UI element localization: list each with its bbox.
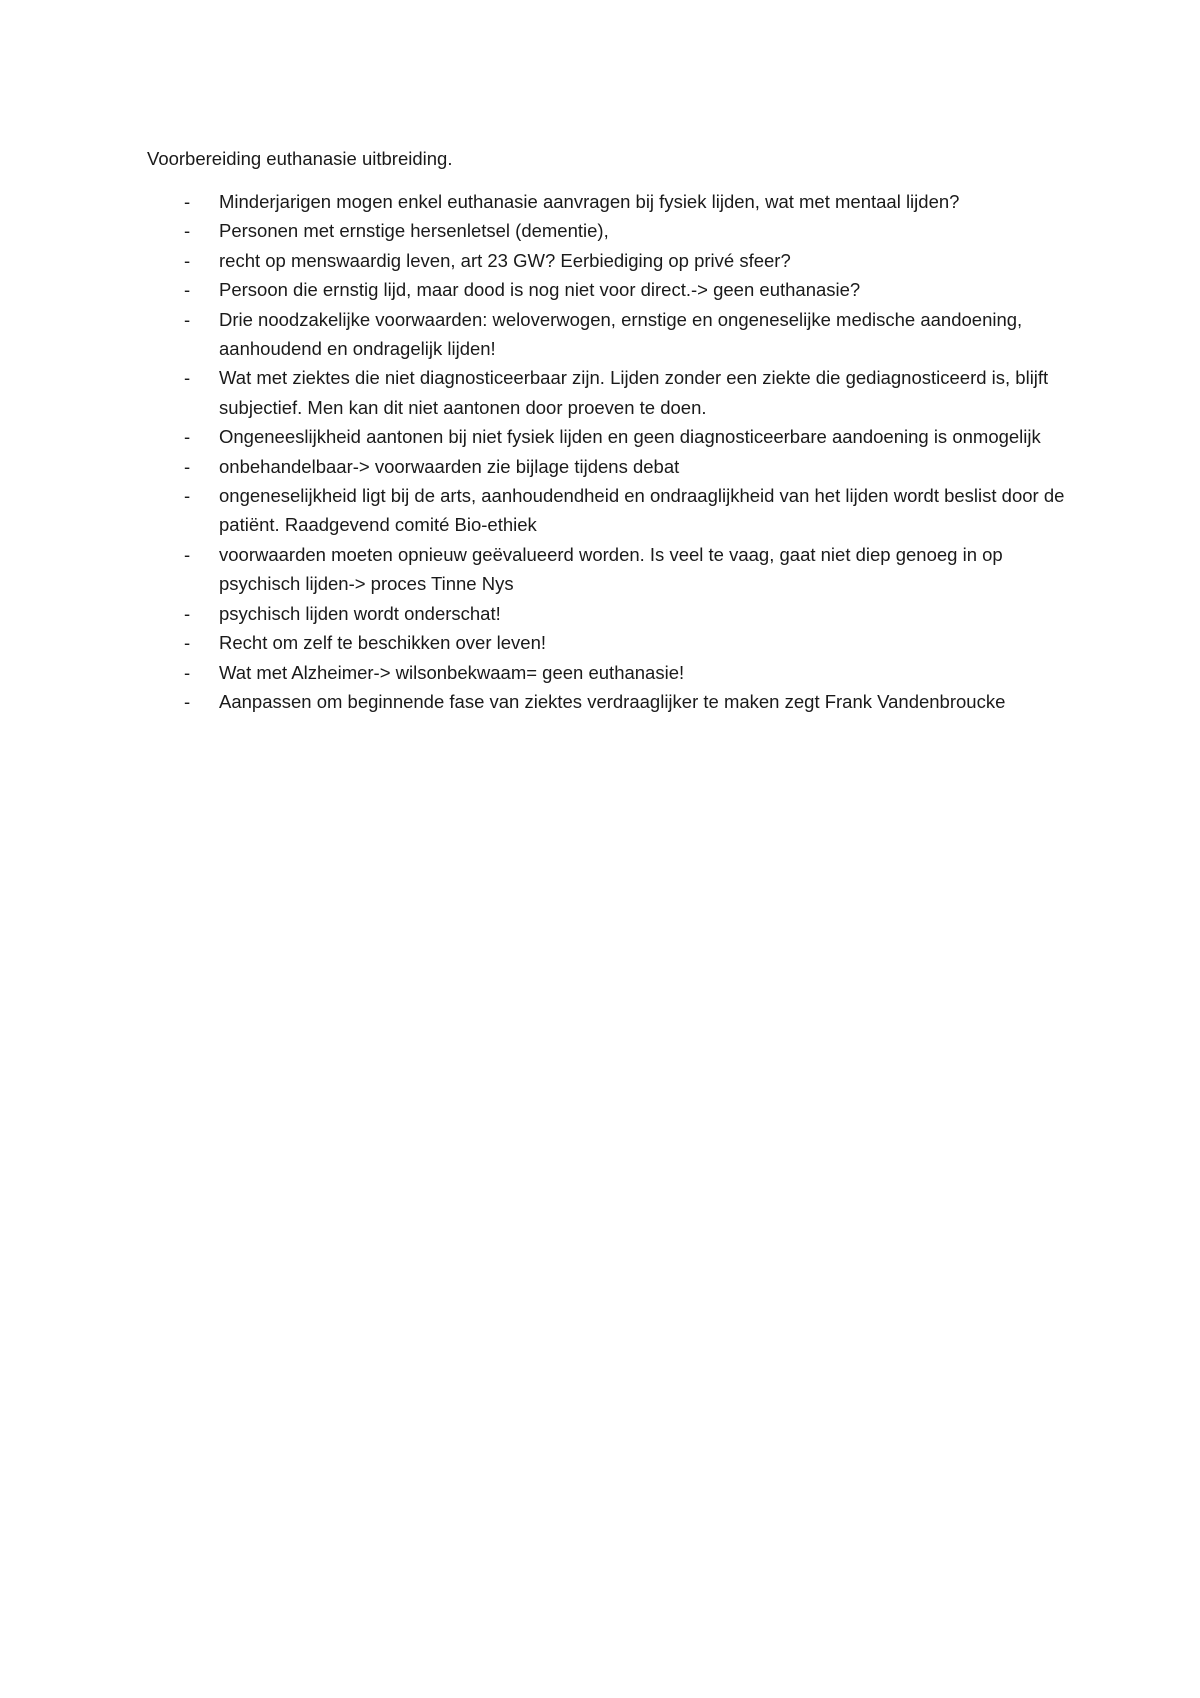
list-item [147, 452, 1077, 481]
list-item-text: Recht om zelf te beschikken over leven! [219, 632, 546, 654]
list-item-text: Minderjarigen mogen enkel euthanasie aanvragen bij fysiek lijden, wat met mentaal lijden? [219, 191, 960, 212]
bullet-dash: - [184, 602, 191, 624]
list-item-text: Personen met ernstige hersenletsel (dementie), [219, 220, 609, 242]
list-item [147, 216, 1077, 245]
list-item [147, 599, 1077, 628]
bullet-dash: - [184, 690, 191, 712]
list-item [147, 628, 1077, 657]
list-item-text: Wat met Alzheimer-> wilsonbekwaam= geen euthanasie! [219, 661, 685, 683]
list-item [147, 422, 1077, 451]
list-item [147, 481, 1077, 540]
bullet-dash: - [184, 543, 191, 565]
list-item [147, 305, 1077, 364]
list-item-text: psychisch lijden wordt onderschat! [219, 602, 501, 624]
bullet-dash: - [184, 308, 191, 330]
bullet-dash: - [184, 455, 191, 477]
list-item-text: recht op menswaardig leven, art 23 GW? Eerbiediging op privé sfeer? [219, 249, 791, 271]
list-item-text: Aanpassen om beginnende fase van ziektes verdraaglijker te maken zegt Frank Vandenbroucke [219, 690, 1006, 712]
list-item-text: onbehandelbaar-> voorwaarden zie bijlage tijdens debat [219, 455, 680, 477]
list-item [147, 275, 1077, 304]
list-item [147, 246, 1077, 275]
list-item [147, 540, 1077, 599]
bullet-dash: - [184, 485, 191, 507]
list-item-text: Drie noodzakelijke voorwaarden: weloverwogen, ernstige en ongeneselijke medische aandoening, aanhoudend en ondragelijk lijden! [219, 308, 1023, 360]
list-item-text: Wat met ziektes die niet diagnosticeerbaar zijn. Lijden zonder een ziekte die gediagnosticeerd is, blijft subjectief. Men kan dit niet aantonen door proeven te doen. [219, 367, 1049, 418]
list-item-text: Persoon die ernstig lijd, maar dood is nog niet voor direct.-> geen euthanasie? [219, 279, 861, 301]
list-item [147, 363, 1077, 422]
document-title: Voorbereiding euthanasie uitbreiding. [147, 148, 453, 169]
bullet-dash: - [184, 191, 191, 212]
list-item-text: ongeneselijkheid ligt bij de arts, aanhoudendheid en ondraaglijkheid van het lijden wordt beslist door de patiënt. Raadgevend comité Bio-ethiek [219, 485, 1065, 536]
list-item [147, 658, 1077, 687]
bullet-dash: - [184, 220, 191, 242]
bullet-dash: - [184, 279, 191, 301]
bullet-dash: - [184, 661, 191, 683]
bullet-dash: - [184, 632, 191, 654]
list-item-text: voorwaarden moeten opnieuw geëvalueerd worden. Is veel te vaag, gaat niet diep genoeg in op psychisch lijden-> proces Tinne Nys [219, 543, 1003, 595]
bullet-dash: - [184, 426, 191, 448]
list-item [147, 687, 1077, 716]
bullet-list [147, 187, 1077, 716]
list-item-text: Ongeneeslijkheid aantonen bij niet fysiek lijden en geen diagnosticeerbare aandoening is onmogelijk [219, 426, 1041, 448]
list-item [147, 187, 1077, 216]
bullet-dash: - [184, 249, 191, 271]
bullet-dash: - [184, 367, 191, 389]
